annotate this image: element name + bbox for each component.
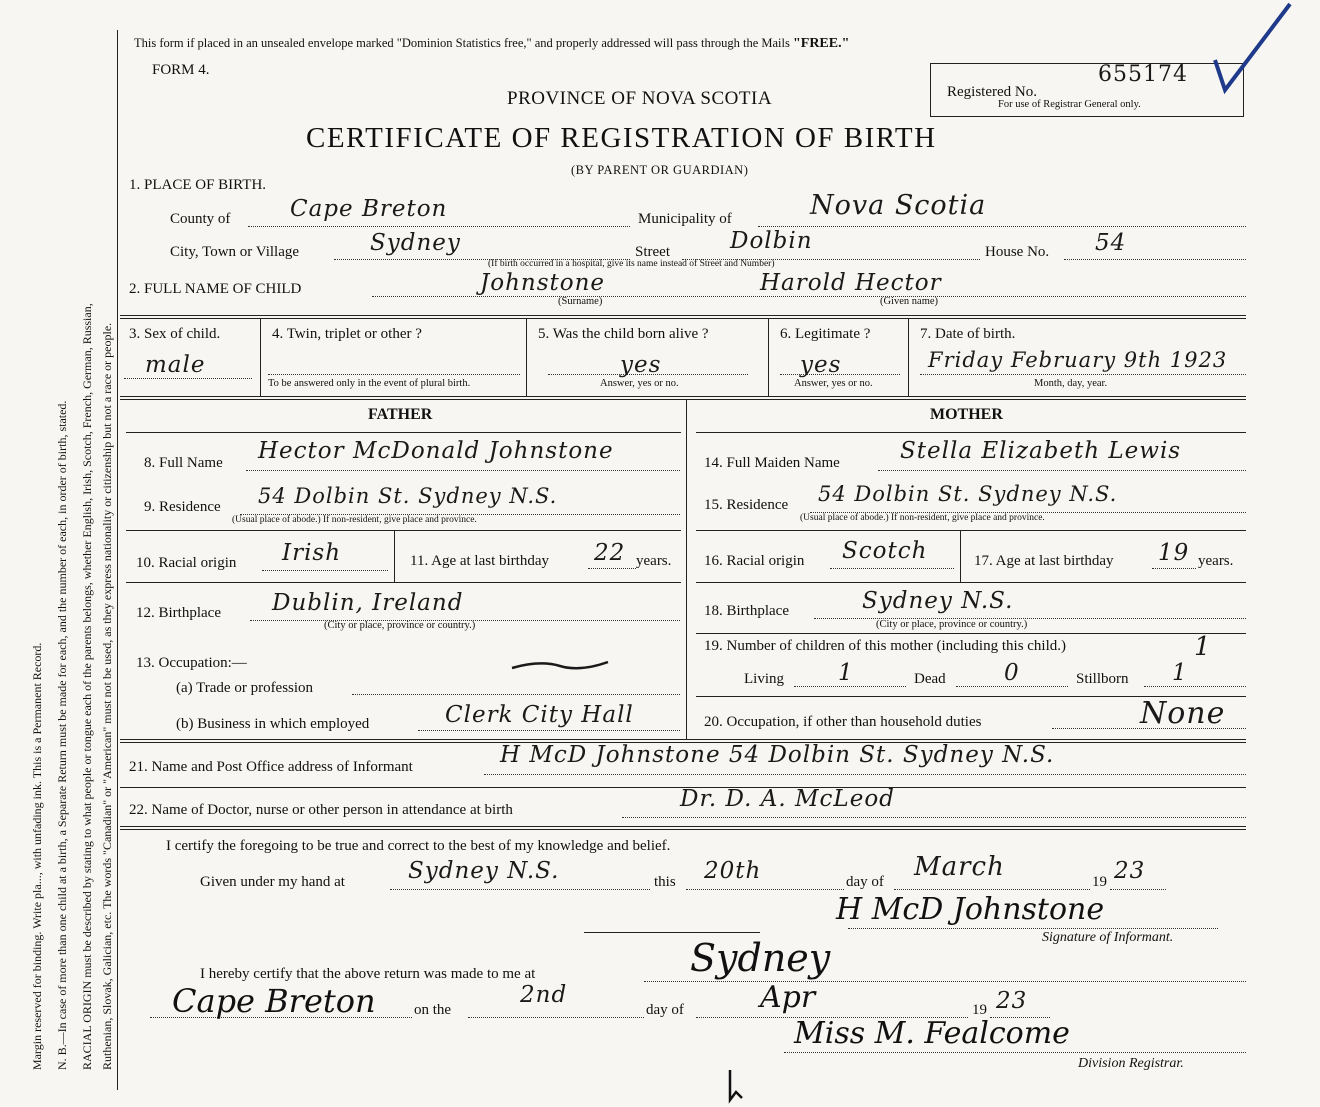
legitimate-label: 6. Legitimate ? — [780, 326, 871, 342]
dob-note: Month, day, year. — [1034, 378, 1108, 389]
mother-birthplace-label: 18. Birthplace — [704, 603, 789, 619]
mother-residence-note: (Usual place of abode.) If non-resident, give place and province. — [800, 513, 1045, 523]
informant-signature: H McD Johnstone — [836, 892, 1105, 927]
living-label: Living — [744, 671, 784, 687]
mother-years: years. — [1198, 553, 1234, 569]
city-label: City, Town or Village — [170, 244, 300, 260]
form-number: FORM 4. — [152, 62, 210, 78]
margin-note-racial-origin-1: RACIAL ORIGIN must be described by stating to what people or tongue each of the parents belongs, whether English, Irish, Scotch, French, German, Russian, — [80, 303, 94, 1070]
alive-value: yes — [620, 352, 662, 378]
city-value: Sydney — [370, 230, 461, 256]
dob-value: Friday February 9th 1923 — [928, 348, 1228, 372]
father-residence-note: (Usual place of abode.) If non-resident, give place and province. — [232, 515, 477, 525]
father-residence-label: 9. Residence — [144, 499, 221, 515]
certify-place: Sydney N.S. — [408, 858, 560, 884]
legitimate-value: yes — [800, 352, 842, 378]
sex-label: 3. Sex of child. — [129, 326, 221, 342]
father-heading: FATHER — [368, 406, 433, 423]
father-name-label: 8. Full Name — [144, 455, 223, 471]
legitimate-note: Answer, yes or no. — [794, 378, 873, 389]
father-residence-value: 54 Dolbin St. Sydney N.S. — [258, 484, 558, 508]
registrar-note: For use of Registrar General only. — [998, 99, 1141, 110]
given-name-caption: (Given name) — [880, 296, 939, 307]
mother-race-value: Scotch — [842, 538, 928, 564]
registrar-place: Sydney — [690, 936, 831, 980]
county-value: Cape Breton — [290, 196, 448, 222]
certify-year: 23 — [1114, 858, 1146, 884]
registrar-year-prefix: 19 — [972, 1002, 987, 1018]
registrar-month: Apr — [760, 980, 816, 1015]
mother-age-label: 17. Age at last birthday — [974, 553, 1114, 569]
registrar-county: Cape Breton — [172, 982, 376, 1020]
surname-caption: (Surname) — [558, 296, 603, 307]
father-name-value: Hector McDonald Johnstone — [258, 438, 614, 464]
children-label: 19. Number of children of this mother (including this child.) — [704, 638, 1067, 654]
registrar-statement: I hereby certify that the above return was made to me at — [200, 966, 536, 982]
father-birthplace-note: (City or place, province or country.) — [324, 620, 476, 631]
sex-value: male — [145, 352, 206, 378]
certify-month: March — [914, 852, 1005, 882]
street-label: Street — [635, 244, 670, 260]
registrar-dayof-label: day of — [646, 1002, 684, 1018]
check-mark-icon — [1205, 0, 1295, 100]
informant-label: 21. Name and Post Office address of Informant — [129, 759, 413, 775]
mother-age-value: 19 — [1158, 540, 1190, 566]
county-label: County of — [170, 211, 231, 227]
living-value: 1 — [838, 660, 854, 686]
subtitle: (BY PARENT OR GUARDIAN) — [571, 163, 749, 177]
child-surname: Johnstone — [480, 270, 606, 296]
certify-year-prefix: 19 — [1092, 874, 1107, 890]
business-value: Clerk City Hall — [445, 702, 634, 728]
alive-label: 5. Was the child born alive ? — [538, 326, 709, 342]
registrar-onthe-label: on the — [414, 1002, 452, 1018]
mother-name-value: Stella Elizabeth Lewis — [900, 438, 1182, 464]
certify-dayof-label: day of — [846, 874, 884, 890]
mother-birthplace-value: Sydney N.S. — [862, 588, 1014, 614]
doctor-value: Dr. D. A. McLeod — [680, 786, 895, 812]
certify-this-label: this — [654, 874, 676, 890]
child-given-name: Harold Hector — [760, 270, 942, 296]
house-label: House No. — [985, 244, 1050, 260]
alive-note: Answer, yes or no. — [600, 378, 679, 389]
dob-label: 7. Date of birth. — [920, 326, 1016, 342]
dead-label: Dead — [914, 671, 946, 687]
mother-heading: MOTHER — [930, 406, 1003, 423]
registered-number: 655174 — [1098, 62, 1188, 87]
mother-residence-value: 54 Dolbin St. Sydney N.S. — [818, 482, 1118, 506]
place-section-label: 1. PLACE OF BIRTH. — [129, 177, 267, 193]
children-value: 1 — [1194, 632, 1212, 662]
informant-signature-caption: Signature of Informant. — [1042, 930, 1174, 945]
certify-statement: I certify the foregoing to be true and correct to the best of my knowledge and belief. — [166, 838, 671, 854]
mother-birthplace-note: (City or place, province or country.) — [876, 619, 1028, 630]
dead-value: 0 — [1004, 660, 1020, 686]
trade-label: (a) Trade or profession — [176, 680, 314, 696]
hospital-note: (If birth occurred in a hospital, give its name instead of Street and Number) — [488, 259, 775, 269]
pointer-mark-icon — [726, 1068, 746, 1104]
father-age-label: 11. Age at last birthday — [410, 553, 549, 569]
twin-note: To be answered only in the event of plural birth. — [268, 378, 471, 389]
father-years: years. — [636, 553, 672, 569]
page-title: CERTIFICATE OF REGISTRATION OF BIRTH — [306, 122, 937, 154]
house-value: 54 — [1095, 230, 1127, 256]
municipality-value: Nova Scotia — [810, 190, 987, 221]
registrar-year: 23 — [996, 988, 1028, 1014]
mother-residence-label: 15. Residence — [704, 497, 789, 513]
margin-line — [117, 30, 118, 1090]
mother-occupation-label: 20. Occupation, if other than household duties — [704, 714, 982, 730]
margin-note-multiple-births: N. B.—In case of more than one child at a birth, a Separate Return must be made for each, and the number of each, in order of birth, stated. — [55, 400, 69, 1070]
informant-value: H McD Johnstone 54 Dolbin St. Sydney N.S. — [500, 742, 1055, 768]
stillborn-value: 1 — [1172, 660, 1188, 686]
father-birthplace-value: Dublin, Ireland — [272, 590, 464, 616]
mail-notice: This form if placed in an unsealed envelope marked "Dominion Statistics free," and properly addressed will pass through the Mails "FREE." — [134, 36, 850, 51]
doctor-label: 22. Name of Doctor, nurse or other person in attendance at birth — [129, 802, 513, 818]
stillborn-label: Stillborn — [1076, 671, 1129, 687]
margin-note-racial-origin-2: Ruthenian, Slovak, Galician, etc. The words "Canadian" or "American" must not be used, as they express nationality or citizenship but not a race or people. — [100, 322, 114, 1070]
registrar-signature: Miss M. Fealcome — [794, 1016, 1070, 1051]
father-occupation-label: 13. Occupation:— — [136, 655, 247, 671]
mother-name-label: 14. Full Maiden Name — [704, 455, 840, 471]
mother-race-label: 16. Racial origin — [704, 553, 805, 569]
registered-label: Registered No. — [947, 84, 1037, 100]
given-under-hand-label: Given under my hand at — [200, 874, 345, 890]
certify-day: 20th — [704, 858, 762, 884]
municipality-label: Municipality of — [638, 211, 732, 227]
street-value: Dolbin — [730, 228, 813, 254]
father-race-label: 10. Racial origin — [136, 555, 237, 571]
margin-note-binding: Margin reserved for binding. Write pla..., with unfading ink. This is a Permanent Record. — [30, 642, 44, 1070]
mother-occupation-value: None — [1140, 696, 1226, 731]
registrar-caption: Division Registrar. — [1078, 1056, 1184, 1071]
father-age-value: 22 — [594, 540, 626, 566]
child-name-label: 2. FULL NAME OF CHILD — [129, 281, 302, 297]
registrar-day: 2nd — [520, 982, 568, 1008]
father-birthplace-label: 12. Birthplace — [136, 605, 221, 621]
twin-label: 4. Twin, triplet or other ? — [272, 326, 422, 342]
trade-dash-mark — [510, 656, 610, 676]
province-heading: PROVINCE OF NOVA SCOTIA — [507, 88, 773, 109]
business-label: (b) Business in which employed — [176, 716, 370, 732]
father-race-value: Irish — [282, 540, 342, 566]
